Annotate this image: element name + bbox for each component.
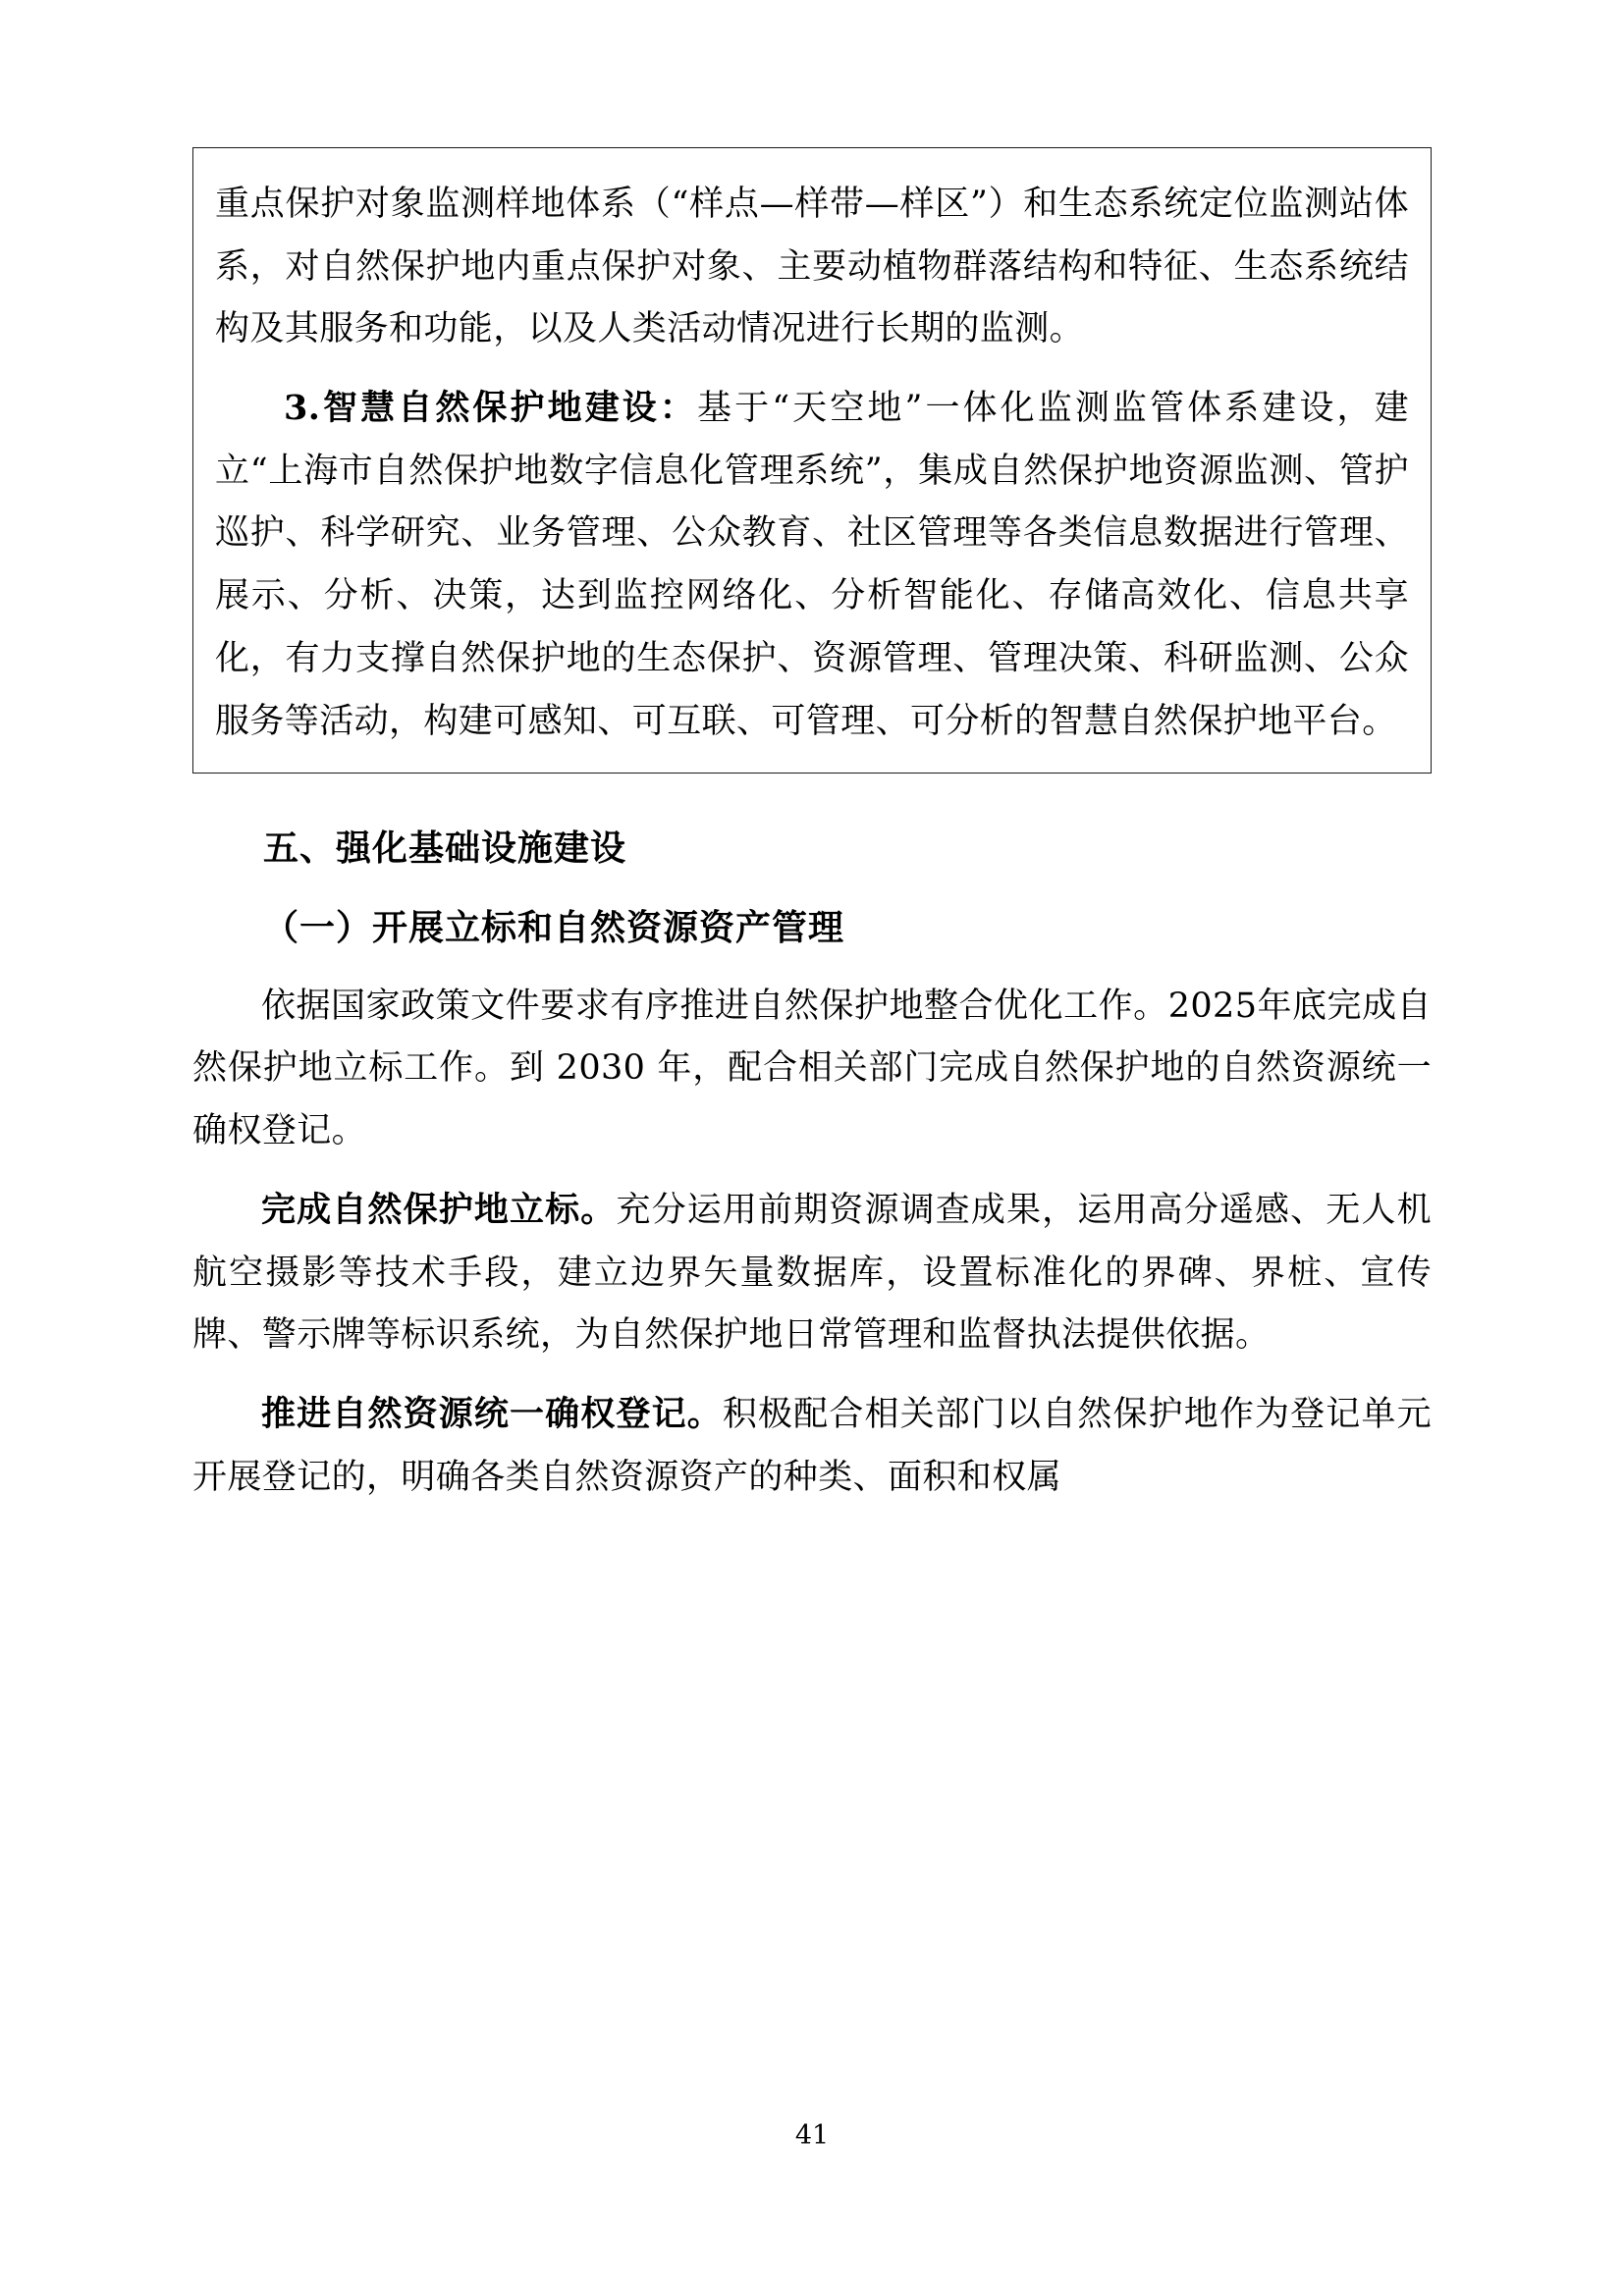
page-number: 41 bbox=[794, 2120, 830, 2151]
body-paragraph-2-lead: 完成自然保护地立标。 bbox=[261, 1189, 617, 1230]
spacer bbox=[215, 361, 1409, 377]
spacer bbox=[192, 774, 1432, 817]
subsection-heading: （一）开展立标和自然资源资产管理 bbox=[263, 906, 845, 948]
body-paragraph-2 bbox=[192, 1179, 1432, 1367]
page-content bbox=[192, 147, 1432, 1509]
body-paragraph-1: 依据国家政策文件要求有序推进自然保护地整合优化工作。2025年底完成自然保护地立标工作。到 2030 年，配合相关部门完成自然保护地的自然资源统一确权登记。 bbox=[192, 986, 1432, 1151]
boxed-text-block bbox=[192, 147, 1432, 774]
section-heading: 五、强化基础设施建设 bbox=[263, 828, 627, 870]
boxed-paragraph-2-text: 基于“天空地”一体化监测监管体系建设，建立“上海市自然保护地数字信息化管理系统”，集成自然保护地资源监测、管护巡护、科学研究、业务管理、公众教育、社区管理等各类信息数据进行管理、展示、分析、决策，达到监控网络化、分析智能化、存储高效化、信息共享化，有力支撑自然保护地的生态保护、资源管理、管理决策、科研监测、公众服务等活动，构建可感知、可互联、可管理、可分析的智慧自然保护地平台。 bbox=[215, 389, 1409, 741]
boxed-paragraph-2 bbox=[215, 377, 1409, 753]
body-paragraph-3 bbox=[192, 1383, 1432, 1509]
spacer bbox=[192, 881, 1432, 896]
body-paragraph-3-lead: 推进自然资源统一确权登记。 bbox=[261, 1393, 723, 1434]
boxed-paragraph-1: 重点保护对象监测样地体系（“样点—样带—样区”）和生态系统定位监测站体系，对自然保护地内重点保护对象、主要动植物群落结构和特征、生态系统结构及其服务和功能，以及人类活动情况进行长期的监测。 bbox=[215, 185, 1409, 349]
spacer bbox=[192, 1367, 1432, 1383]
body-paragraph-3-text: 积极配合相关部门以自然保护地作为登记单元开展登记的，明确各类自然资源资产的种类、面积和权属 bbox=[192, 1394, 1432, 1497]
body-paragraph-2-text: 充分运用前期资源调查成果，运用高分遥感、无人机航空摄影等技术手段，建立边界矢量数据库，设置标准化的界碑、界桩、宣传牌、警示牌等标识系统，为自然保护地日常管理和监督执法提供依据。 bbox=[192, 1190, 1432, 1356]
spacer bbox=[192, 960, 1432, 976]
spacer bbox=[192, 1163, 1432, 1179]
boxed-paragraph-2-lead: 3.智慧自然保护地建设： bbox=[284, 388, 697, 429]
